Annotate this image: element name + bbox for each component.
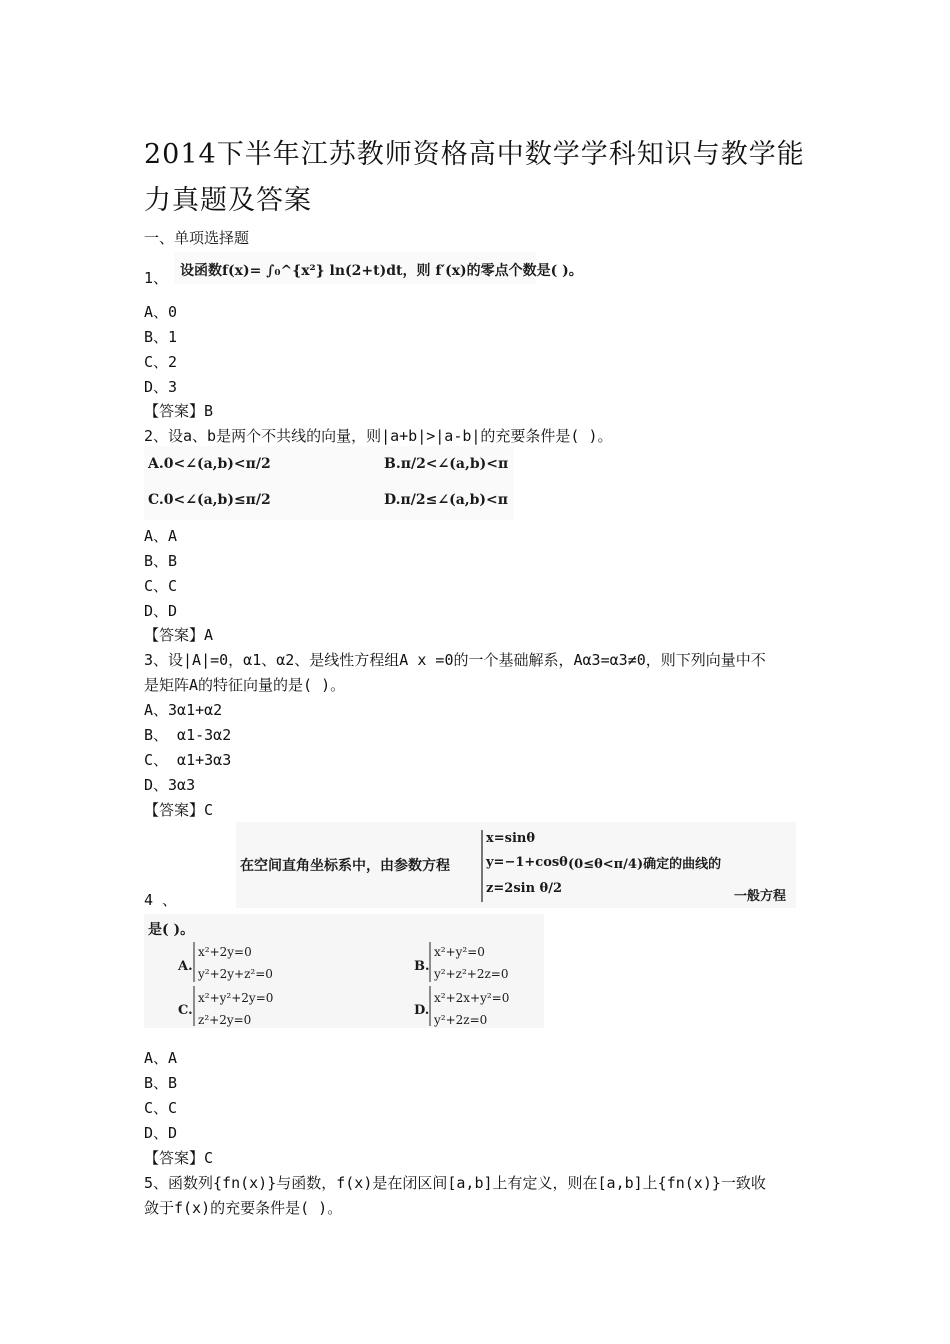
q2-option-b: B、B <box>144 552 178 570</box>
q4-answer: 【答案】C <box>144 1149 214 1167</box>
q4-img2-label-a: A. <box>178 959 193 974</box>
document-title: 2014下半年江苏教师资格高中数学学科知识与教学能力真题及答案 <box>144 139 805 216</box>
q1-formula-image <box>174 252 583 284</box>
q4-img2-lead: 是( )。 <box>148 922 195 938</box>
q2-img-option-c: C.0<∠(a,b)≤π/2 <box>148 492 271 508</box>
q4-img2-d2: y²+2z=0 <box>434 1013 488 1027</box>
q2-answer: 【答案】A <box>144 626 214 644</box>
q5-stem-line2: 敛于f(x)的充要条件是( )。 <box>144 1199 343 1217</box>
q4-img-tail: 一般方程 <box>734 889 787 904</box>
q4-img-condition: (0≤θ<π/4)确定的曲线的 <box>568 857 722 872</box>
q2-option-a: A、A <box>144 527 178 545</box>
q1-option-c: C、2 <box>144 353 178 371</box>
q4-option-b: B、B <box>144 1074 178 1092</box>
q4-eq-y: y=−1+cosθ <box>486 855 568 870</box>
q4-eq-x: x=sinθ <box>486 831 536 846</box>
q4-options-image <box>144 914 544 1028</box>
q2-option-c: C、C <box>144 577 178 595</box>
q3-option-d: D、3α3 <box>144 776 196 794</box>
q2-options-image <box>144 446 514 520</box>
q4-img2-a1: x²+2y=0 <box>198 945 252 959</box>
q4-eq-z: z=2sin θ/2 <box>486 881 563 896</box>
q4-number: 4 、 <box>144 891 178 909</box>
q4-options-svg <box>144 914 544 1028</box>
q4-img-prefix: 在空间直角坐标系中，由参数方程 <box>240 858 450 874</box>
q4-img2-c1: x²+y²+2y=0 <box>198 991 274 1005</box>
q4-stem-svg <box>236 822 796 908</box>
q1-formula-text: 设函数f(x)= ∫₀^{x²} ln(2+t)dt，则 f′(x)的零点个数是( )。 <box>180 263 583 279</box>
q2-img-option-d: D.π/2≤∠(a,b)<π <box>384 492 509 508</box>
q1-number: 1、 <box>144 269 169 287</box>
q4-option-c: C、C <box>144 1099 178 1117</box>
q4-img2-d1: x²+2x+y²=0 <box>434 991 510 1005</box>
q2-stem: 2、设a、b是两个不共线的向量，则|a+b|>|a-b|的充要条件是( )。 <box>144 427 613 445</box>
q4-img2-b2: y²+z²+2z=0 <box>434 967 509 981</box>
q4-img2-label-b: B. <box>414 959 430 974</box>
q2-img-option-b: B.π/2<∠(a,b)<π <box>384 456 509 472</box>
q3-answer: 【答案】C <box>144 801 214 819</box>
q3-option-a: A、3α1+α2 <box>144 701 223 719</box>
q4-option-d: D、D <box>144 1124 178 1142</box>
q1-answer: 【答案】B <box>144 402 214 420</box>
q3-stem-line2: 是矩阵A的特征向量的是( )。 <box>144 676 346 694</box>
q4-stem-image <box>236 822 796 908</box>
q4-img2-label-c: C. <box>178 1003 193 1018</box>
q4-img2-b1: x²+y²=0 <box>434 945 485 959</box>
q4-img2-c2: z²+2y=0 <box>198 1013 252 1027</box>
q2-option-d: D、D <box>144 602 178 620</box>
q3-option-b: B、 α1-3α2 <box>144 726 232 744</box>
q1-option-d: D、3 <box>144 378 178 396</box>
q4-img2-label-d: D. <box>414 1003 430 1018</box>
section-heading: 一、单项选择题 <box>144 229 250 247</box>
q1-option-b: B、1 <box>144 328 178 346</box>
q4-option-a: A、A <box>144 1049 178 1067</box>
q2-img-option-a: A.0<∠(a,b)<π/2 <box>148 456 271 472</box>
q5-stem-line1: 5、函数列{fn(x)}与函数，f(x)是在闭区间[a,b]上有定义，则在[a,b]上{fn(x)}一致收 <box>144 1174 766 1192</box>
q4-img2-a2: y²+2y+z²=0 <box>198 967 273 981</box>
q2-options-svg <box>144 446 514 520</box>
q1-option-a: A、0 <box>144 303 178 321</box>
q3-option-c: C、 α1+3α3 <box>144 751 232 769</box>
q1-formula-svg <box>174 252 583 284</box>
q3-stem-line1: 3、设|A|=0，α1、α2、是线性方程组A x =0的一个基础解系，Aα3=α3≠0，则下列向量中不 <box>144 651 766 669</box>
